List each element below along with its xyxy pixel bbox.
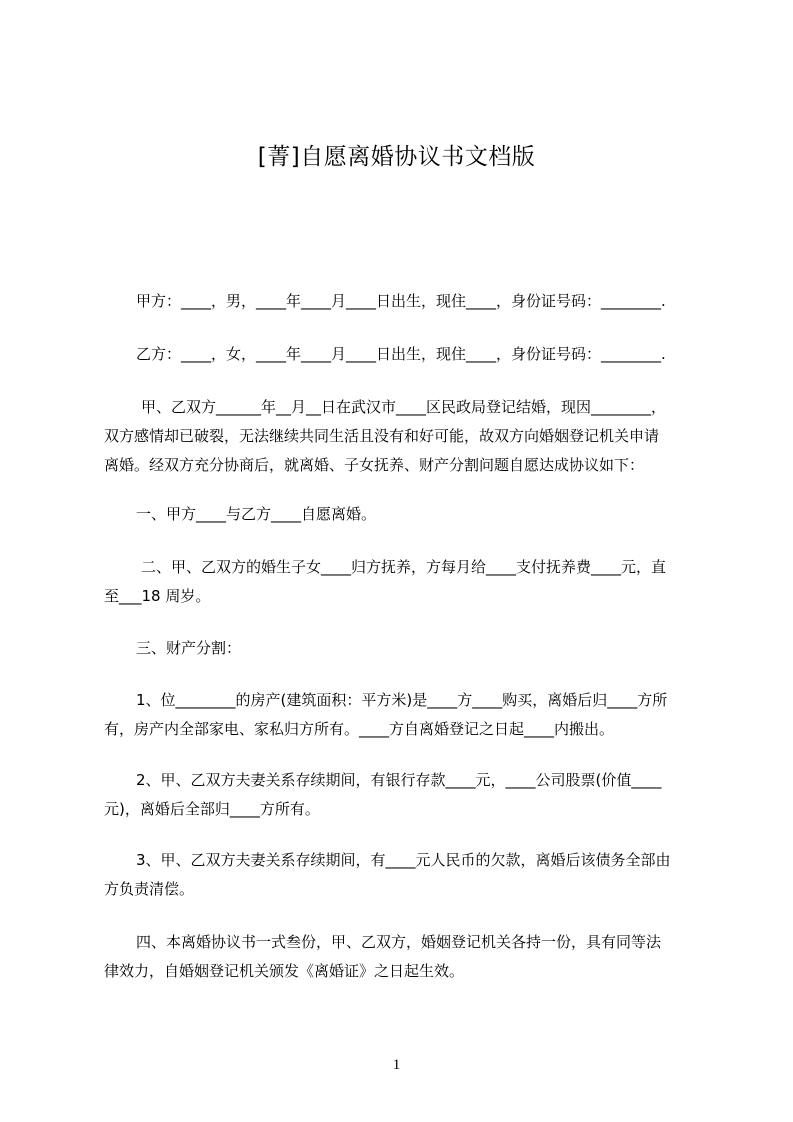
paragraph-line: 方负责清偿。 xyxy=(104,880,195,898)
page-number: 1 xyxy=(392,1057,401,1073)
clause-2 xyxy=(104,553,704,611)
clause-3-3 xyxy=(104,846,704,904)
paragraph-line: 元)，离婚后全部归____方所有。 xyxy=(104,800,320,818)
paragraph-line: 有，房产内全部家电、家私归方所有。____方自离婚登记之日起____内搬出。 xyxy=(104,720,615,738)
clause-1 xyxy=(104,500,704,529)
clause-4 xyxy=(104,928,704,986)
paragraph-line: 2、甲、乙双方夫妻关系存续期间，有银行存款____元，____公司股票(价值____ xyxy=(136,771,662,789)
paragraph-line: 三、财产分割： xyxy=(136,639,242,657)
paragraph-background xyxy=(104,393,704,480)
paragraph-line: 甲方：____，男，____年____月____日出生，现住____，身份证号码：________. xyxy=(136,292,666,310)
paragraph-line: 律效力，自婚姻登记机关颁发《离婚证》之日起生效。 xyxy=(104,962,465,980)
paragraph-line: 双方感情却已破裂，无法继续共同生活且没有和好可能，故双方向婚姻登记机关申请 xyxy=(104,427,660,445)
clause-3-1 xyxy=(104,686,704,744)
clause-3-2 xyxy=(104,766,704,824)
paragraph-line: 乙方：____，女，____年____月____日出生，现住____，身份证号码：________. xyxy=(136,345,666,363)
clause-3-heading xyxy=(104,634,704,663)
paragraph-line: 二、甲、乙双方的婚生子女____归方抚养，方每月给____支付抚养费____元，直 xyxy=(141,558,667,576)
paragraph-party-b xyxy=(136,340,736,369)
paragraph-line: 一、甲方____与乙方____自愿离婚。 xyxy=(136,505,377,523)
paragraph-line: 3、甲、乙双方夫妻关系存续期间，有____元人民币的欠款，离婚后该债务全部由 xyxy=(136,851,671,869)
document-title: [菁]自愿离婚协议书文档版 xyxy=(257,144,536,170)
paragraph-line: 离婚。经双方充分协商后，就离婚、子女抚养、财产分割问题自愿达成协议如下： xyxy=(104,456,645,474)
paragraph-line: 甲、乙双方______年__月__日在武汉市____区民政局登记结婚，现因________， xyxy=(141,398,667,416)
paragraph-party-a xyxy=(136,287,736,316)
paragraph-line: 四、本离婚协议书一式叁份，甲、乙双方，婚姻登记机关各持一份，具有同等法 xyxy=(136,933,662,951)
paragraph-line: 1、位________的房产(建筑面积：平方米)是____方____购买，离婚后归____方所 xyxy=(136,691,668,709)
paragraph-line: 至___18 周岁。 xyxy=(104,587,211,605)
